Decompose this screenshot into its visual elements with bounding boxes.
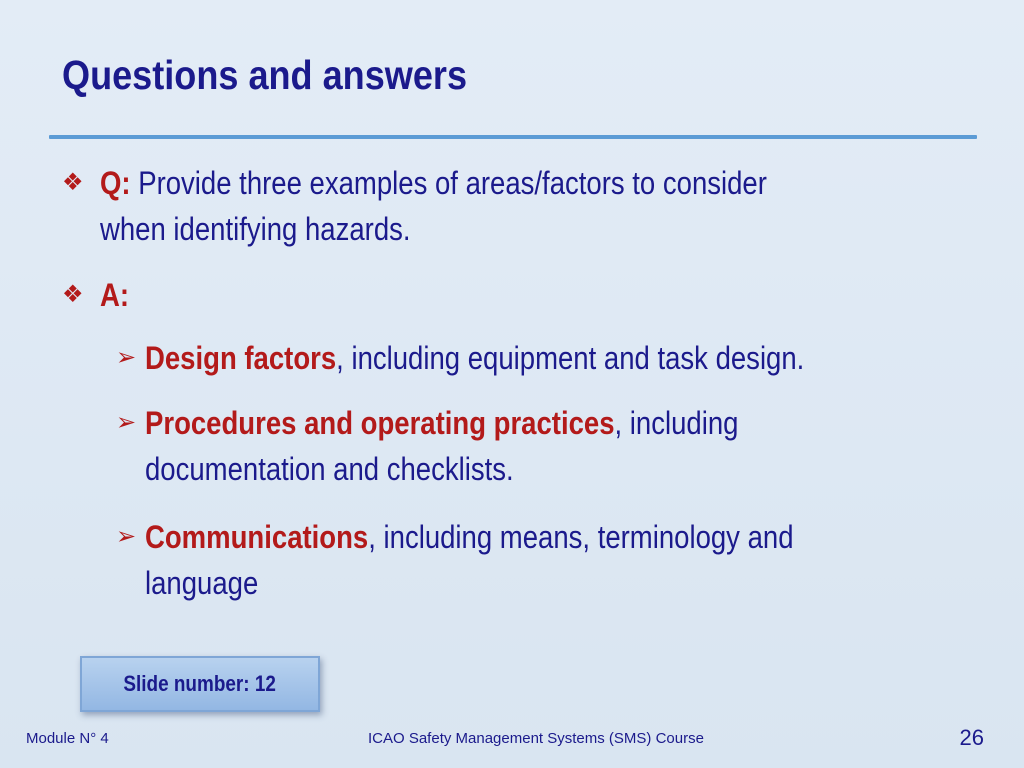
- slide-number-badge: [80, 656, 320, 712]
- answer-item-term: Communications: [145, 519, 369, 555]
- question-text: Provide three examples of areas/factors to consider: [130, 165, 767, 201]
- question-label: Q:: [100, 165, 131, 201]
- footer-module: Module N° 4: [26, 730, 109, 747]
- answer-item-2: [145, 400, 738, 446]
- answer-item-3-continuation: language: [145, 565, 259, 601]
- footer-course: ICAO Safety Management Systems (SMS) Course: [368, 730, 704, 747]
- slide-title: Questions and answers: [62, 52, 468, 98]
- answer-item-term: Design factors: [145, 340, 337, 376]
- answer-item-1: [145, 335, 804, 381]
- answer-item-3: [145, 514, 794, 560]
- answer-item-2-continuation: documentation and checklists.: [145, 451, 514, 487]
- arrow-bullet-icon: ➢: [116, 344, 137, 371]
- answer-line: [100, 272, 129, 318]
- answer-item-term: Procedures and operating practices: [145, 405, 615, 441]
- answer-item-text: , including equipment and task design.: [336, 340, 805, 376]
- answer-label: A:: [100, 277, 130, 313]
- diamond-bullet-icon: ❖: [62, 169, 84, 196]
- page-number: 26: [959, 725, 984, 750]
- answer-item-text: , including: [614, 405, 739, 441]
- slide-number-label: Slide number: 12: [123, 671, 277, 696]
- answer-item-text: , including means, terminology and: [368, 519, 794, 555]
- question-line-2: when identifying hazards.: [100, 211, 411, 247]
- question-line-1: [100, 160, 767, 206]
- diamond-bullet-icon: ❖: [62, 281, 84, 308]
- arrow-bullet-icon: ➢: [116, 523, 137, 550]
- arrow-bullet-icon: ➢: [116, 409, 137, 436]
